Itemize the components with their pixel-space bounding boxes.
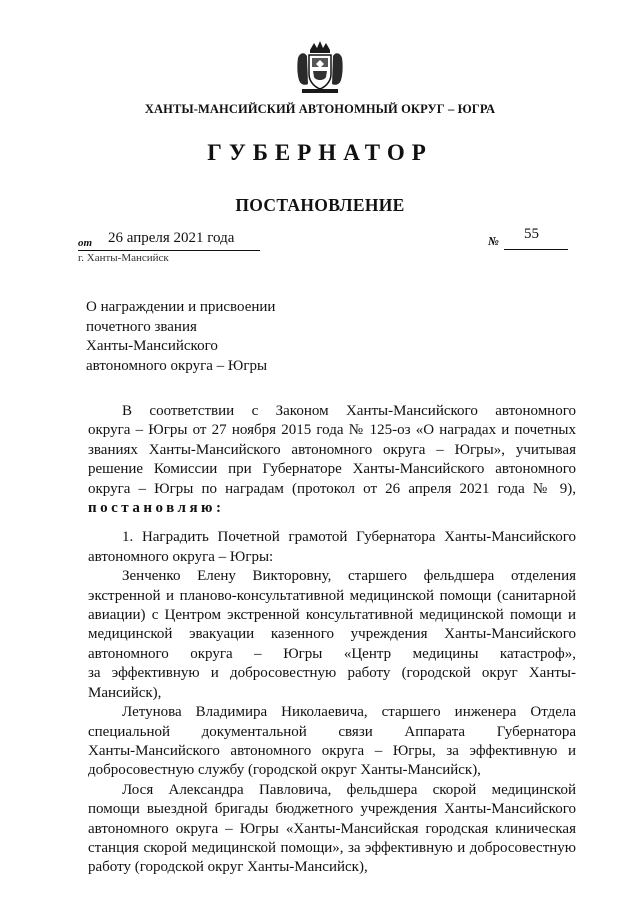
body-line: автономного округа – Югры: xyxy=(88,548,274,565)
body-line: за эффективную и добросовестную работу (городской округ Ханты- xyxy=(88,665,576,682)
body-line: 1. Наградить Почетной грамотой Губернатора Ханты-Мансийского xyxy=(122,529,576,546)
document-date: 26 апреля 2021 года xyxy=(108,230,235,246)
number-field xyxy=(488,226,568,250)
body-line: автономного округа – Югры «Ханты-Мансийская городская клиническая xyxy=(88,820,576,837)
body-line: решение Комиссии при Губернаторе Ханты-Мансийского автономного xyxy=(88,461,576,478)
body-line: автономного округа – Югры «Центр медицины катастроф», xyxy=(88,645,576,662)
date-prefix: от xyxy=(78,237,93,249)
body-line: добросовестную службу (городской округ Ханты-Мансийск), xyxy=(88,762,481,779)
body-line: округа – Югры от 27 ноября 2015 года № 125-оз «О наградах и почетных xyxy=(88,422,576,439)
body-line: Ханты-Мансийского автономного округа – Югры, за эффективную и xyxy=(88,742,576,759)
subject-line: автономного округа – Югры xyxy=(86,357,268,374)
body-line: Летунова Владимира Николаевича, старшего инженера Отдела xyxy=(122,704,576,721)
subject-line: О награждении и присвоении xyxy=(86,299,276,315)
subject-line: почетного звания xyxy=(86,318,197,335)
decree-word: постановляю: xyxy=(88,500,225,517)
body-line: работу (городской округ Ханты-Мансийск), xyxy=(88,859,368,876)
body-line: станция скорой медицинской помощи», за эффективную и добросовестную xyxy=(88,839,576,856)
coat-of-arms-emblem xyxy=(296,40,344,96)
document-body xyxy=(88,402,576,878)
issue-city: г. Ханты-Мансийск xyxy=(78,252,169,264)
number-underline xyxy=(504,249,568,250)
subject-line: Ханты-Мансийского xyxy=(86,338,218,354)
body-line: авиации) с Центром экстренной консультативной медицинской помощи и xyxy=(88,607,576,624)
body-line: округа – Югры по наградам (протокол от 26 апреля 2021 года № 9), xyxy=(88,480,576,497)
body-line: экстренной и планово-консультативной медицинской помощи (санитарной xyxy=(88,587,576,604)
body-line: специальной документальной связи Аппарата Губернатора xyxy=(88,723,576,740)
document-number: 55 xyxy=(524,226,539,242)
document-type: ПОСТАНОВЛЕНИЕ xyxy=(235,195,405,215)
issuer-title: ГУБЕРНАТОР xyxy=(207,140,433,165)
body-line: В соответствии с Законом Ханты-Мансийского автономного xyxy=(122,403,576,419)
body-line: Лося Александра Павловича, фельдшера скорой медицинской xyxy=(122,781,576,798)
document-subject xyxy=(86,298,275,376)
number-sign: № xyxy=(488,234,499,248)
body-line: медицинской эвакуации казенного учреждения Ханты-Мансийского xyxy=(88,626,576,643)
body-line: званиях Ханты-Мансийского автономного округа – Югры», учитывая xyxy=(88,441,576,458)
body-line: помощи выездной бригады бюджетного учреждения Ханты-Мансийского xyxy=(88,801,576,818)
date-field xyxy=(78,228,260,251)
body-line: Зенченко Елену Викторовну, старшего фельдшера отделения xyxy=(122,568,576,585)
body-line: Мансийск), xyxy=(88,684,162,701)
region-name: ХАНТЫ-МАНСИЙСКИЙ АВТОНОМНЫЙ ОКРУГ – ЮГРА xyxy=(144,102,496,116)
